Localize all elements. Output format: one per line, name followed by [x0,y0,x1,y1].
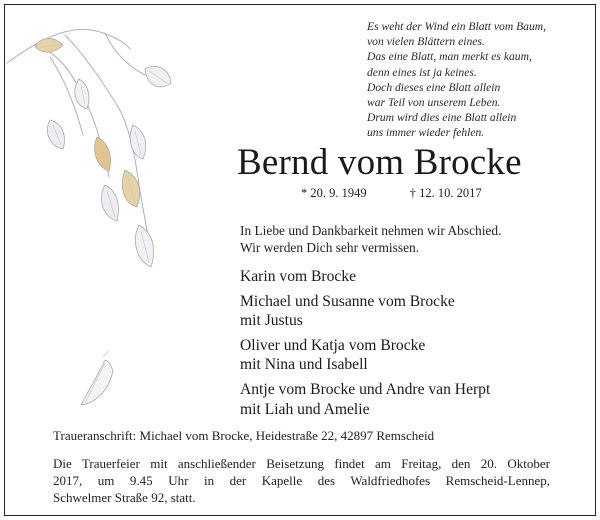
family-list [240,267,490,424]
ceremony-line: 2017, um 9.45 Uhr in der Kapelle des Waldfriedhofes Remscheid-Lennep, [53,473,550,488]
farewell-line: In Liebe und Dankbarkeit nehmen wir Abschied. [240,223,502,238]
poem-line: Das eine Blatt, man merkt es kaum, [367,50,532,64]
poem-line: Drum wird dies eine Blatt allein [367,111,517,125]
deceased-name: Bernd vom Brocke [237,142,522,183]
family-group [240,267,490,287]
poem-line: war Teil von unserem Leben. [367,96,501,110]
farewell-line: Wir werden Dich sehr vermissen. [240,240,420,255]
ceremony-info [53,455,550,506]
poem-line: denn eines ist ja keines. [367,65,477,79]
poem-line: Es weht der Wind ein Blatt vom Baum, [367,20,547,33]
ceremony-line: Die Trauerfeier mit anschließender Beisetzung findet am Freitag, den 20. Oktober [53,456,550,471]
ceremony-line: Schwelmer Straße 92, statt. [53,490,196,505]
obituary-notice [4,4,596,516]
leaf-10 [81,360,113,405]
family-group [240,380,490,419]
family-group [240,336,490,375]
leaf-3 [47,120,64,149]
life-dates [301,186,482,201]
poem-line: uns immer wieder fehlen. [367,126,485,140]
family-member: mit Liah und Amelie [240,400,370,418]
poem [367,19,546,141]
family-group [240,292,490,331]
family-member: mit Nina und Isabell [240,356,368,374]
family-member: Antje vom Brocke und Andre van Herpt [240,380,491,398]
farewell-text [240,222,552,256]
leaf-6 [101,185,118,221]
poem-line: Doch dieses eine Blatt allein [367,80,501,94]
family-member: mit Justus [240,312,303,330]
poem-line: von vielen Blättern eines. [367,35,485,49]
birth-date: * 20. 9. 1949 [301,186,367,200]
leaf-9 [75,79,89,109]
family-member: Oliver und Katja vom Brocke [240,336,426,354]
family-member: Karin vom Brocke [240,268,357,285]
mourning-address: Traueranschrift: Michael vom Brocke, Heidestraße 22, 42897 Remscheid [53,428,435,443]
family-member: Michael und Susanne vom Brocke [240,292,455,310]
leaf-branch-illustration [5,5,235,425]
death-date: † 12. 10. 2017 [409,186,482,200]
